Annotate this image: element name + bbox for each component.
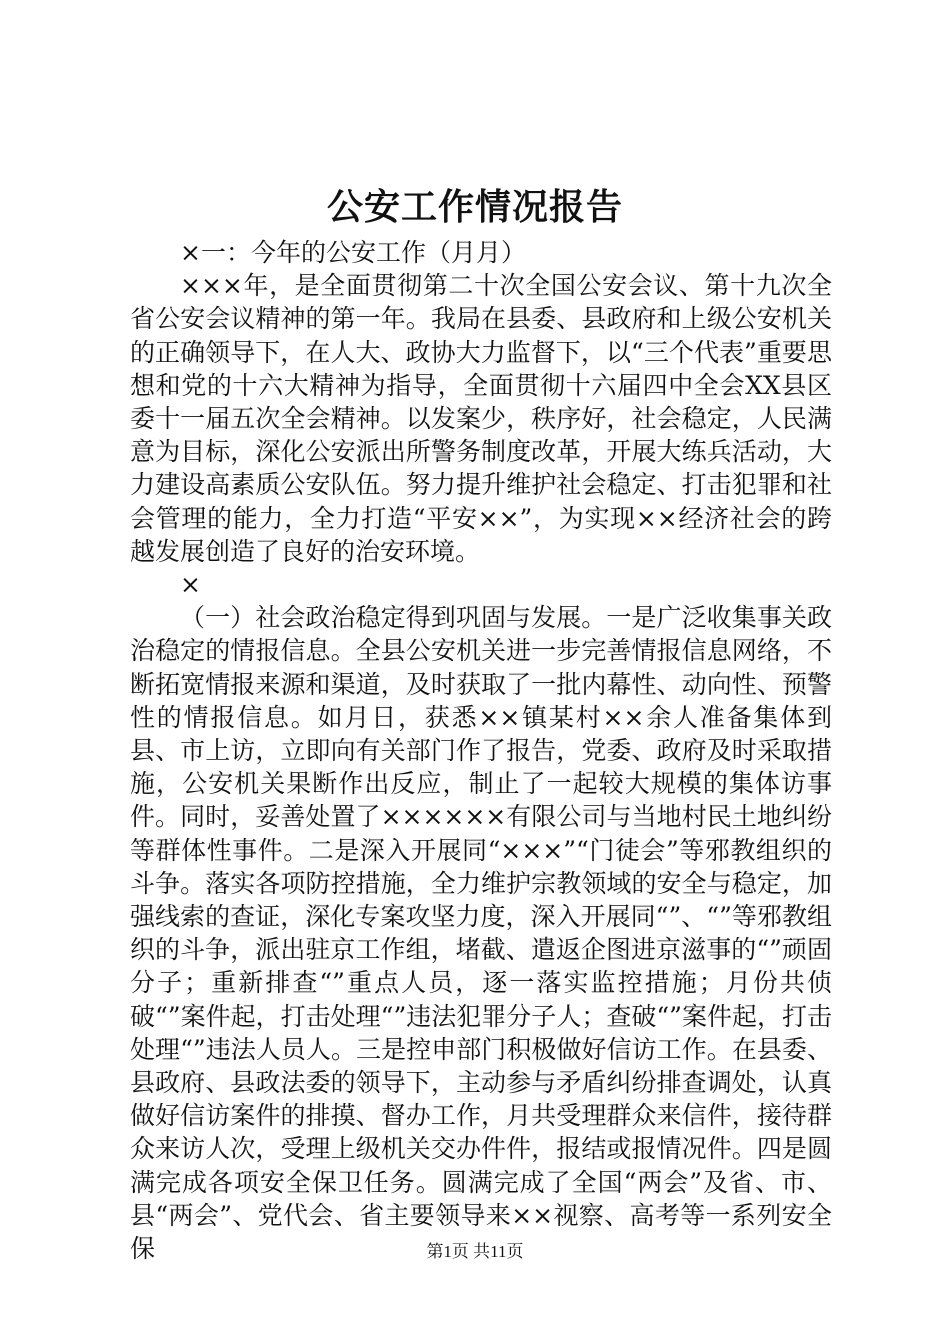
section-one-paragraph: （一）社会政治稳定得到巩固与发展。一是广泛收集事关政治稳定的情报信息。全县公安机关进一步完善情报信息网络，不断拓宽情报来源和渠道，及时获取了一批内幕性、动向性、预警性的情报信息。如月日，获悉××镇某村××余人准备集体到县、市上访，立即向有关部门作了报告，党委、政府及时采取措施，公安机关果断作出反应，制止了一起较大规模的集体访事件。同时，妥善处置了××××××有限公司与当地村民土地纠纷等群体性事件。二是深入开展同“×××”“门徒会”等邪教组织的斗争。落实各项防控措施，全力维护宗教领域的安全与稳定，加强线索的查证，深化专案攻坚力度，深入开展同“”、“”等邪教组织的斗争，派出驻京工作组，堵截、遣返企图进京滋事的“”顽固分子；重新排查“”重点人员，逐一落实监控措施；月份共侦破“”案件起，打击处理“”违法犯罪分子人；查破“”案件起，打击处理“”违法人员人。三是控申部门积极做好信访工作。在县委、县政府、县政法委的领导下，主动参与矛盾纠纷排查调处，认真做好信访案件的排摸、督办工作，月共受理群众来信件，接待群众来访人次，受理上级机关交办件件，报结或报情况件。四是圆满完成各项安全保卫任务。圆满完成了全国“两会”及省、市、县“两会”、党代会、省主要领导来××视察、高考等一系列安全保: [130, 603, 832, 1264]
document-body: [130, 236, 832, 1265]
section-heading: ×一：今年的公安工作（月月）: [180, 238, 526, 267]
intro-paragraph: ×××年，是全面贯彻第二十次全国公安会议、第十九次全省公安会议精神的第一年。我局在县委、县政府和上级公安机关的正确领导下，在人大、政协大力监督下，以“三个代表”重要思想和党的十六大精神为指导，全面贯彻十六届四中全会XX县区委十一届五次全会精神。以发案少，秩序好，社会稳定，人民满意为目标，深化公安派出所警务制度改革，开展大练兵活动，大力建设高素质公安队伍。努力提升维护社会稳定、打击犯罪和社会管理的能力，全力打造“平安××”，为实现××经济社会的跨越发展创造了良好的治安环境。: [130, 271, 832, 566]
separator-mark: ×: [180, 570, 201, 600]
document-title: 公安工作情况报告: [326, 186, 623, 228]
page-footer: 第1页 共11页: [426, 1242, 524, 1261]
